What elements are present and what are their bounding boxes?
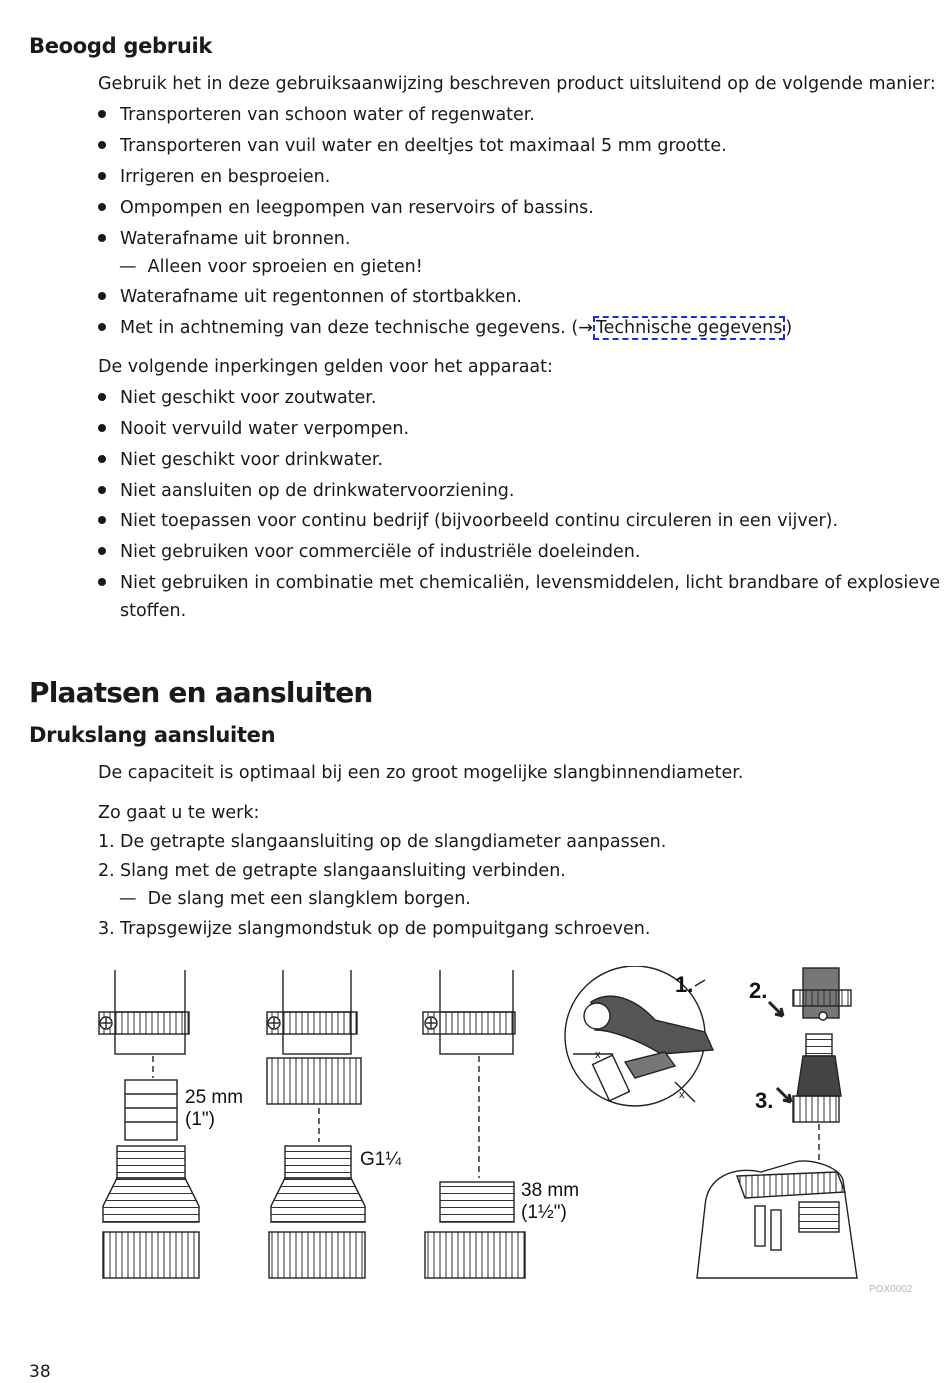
bullet-icon (98, 455, 106, 463)
hose-with-clamp-38mm (423, 970, 515, 1054)
chapter-heading: Plaatsen en aansluiten (29, 676, 373, 709)
bullet-icon (98, 203, 106, 211)
nozzle-g1-quarter (269, 1146, 365, 1278)
howto-paragraph: Zo gaat u te werk: (98, 803, 260, 823)
intro-paragraph: Gebruik het in deze gebruiksaanwijzing beschreven product uitsluitend op de volgende manier: (98, 74, 936, 94)
sub-list-item: — Alleen voor sproeien en gieten! (119, 257, 423, 277)
bullet-icon (98, 486, 106, 494)
hose-with-clamp-g1-quarter (267, 970, 361, 1104)
figure-label-25mm-inch: (1") (185, 1109, 215, 1130)
page-number: 38 (29, 1362, 51, 1382)
section-heading-intended-use: Beoogd gebruik (29, 34, 213, 58)
bullet-icon (98, 234, 106, 242)
figure-step-1: 1. (675, 972, 694, 997)
figure-step-2: 2. (749, 978, 768, 1003)
technical-data-link[interactable]: Technische gegevens (593, 316, 785, 340)
bullet-icon (98, 323, 106, 331)
bullet-icon (98, 424, 106, 432)
bullet-icon (98, 547, 106, 555)
figure-label-25mm: 25 mm (185, 1087, 244, 1108)
bullet-icon (98, 141, 106, 149)
figure-label-g1-quarter: G1¼ (360, 1149, 402, 1170)
bullet-icon (98, 516, 106, 524)
list-item-continuation: stoffen. (120, 601, 187, 621)
figure-label-x: x (595, 1049, 601, 1061)
capacity-paragraph: De capaciteit is optimaal bij een zo groot mogelijke slangbinnendiameter. (98, 763, 744, 783)
section-heading-pressure-hose: Drukslang aansluiten (29, 723, 276, 747)
limits-intro: De volgende inperkingen gelden voor het apparaat: (98, 357, 553, 377)
bullet-icon (98, 110, 106, 118)
sub-step-item: — De slang met een slangklem borgen. (119, 889, 471, 909)
bullet-icon (98, 578, 106, 586)
hose-with-clamp-25mm (99, 970, 189, 1054)
arrow-down-icon (769, 1002, 783, 1016)
figure-label-38mm: 38 mm (521, 1180, 580, 1201)
arrow-down-icon (777, 1088, 791, 1102)
hose-connection-illustration (95, 966, 865, 1284)
figure-code: POX0002 (869, 1284, 913, 1295)
nozzle-38mm (425, 1182, 525, 1278)
bullet-icon (98, 172, 106, 180)
figure-label-x: x (679, 1089, 685, 1101)
figure-step-3: 3. (755, 1088, 774, 1113)
figure-label-38mm-inch: (1½") (521, 1202, 567, 1223)
bullet-icon (98, 393, 106, 401)
bullet-icon (98, 292, 106, 300)
